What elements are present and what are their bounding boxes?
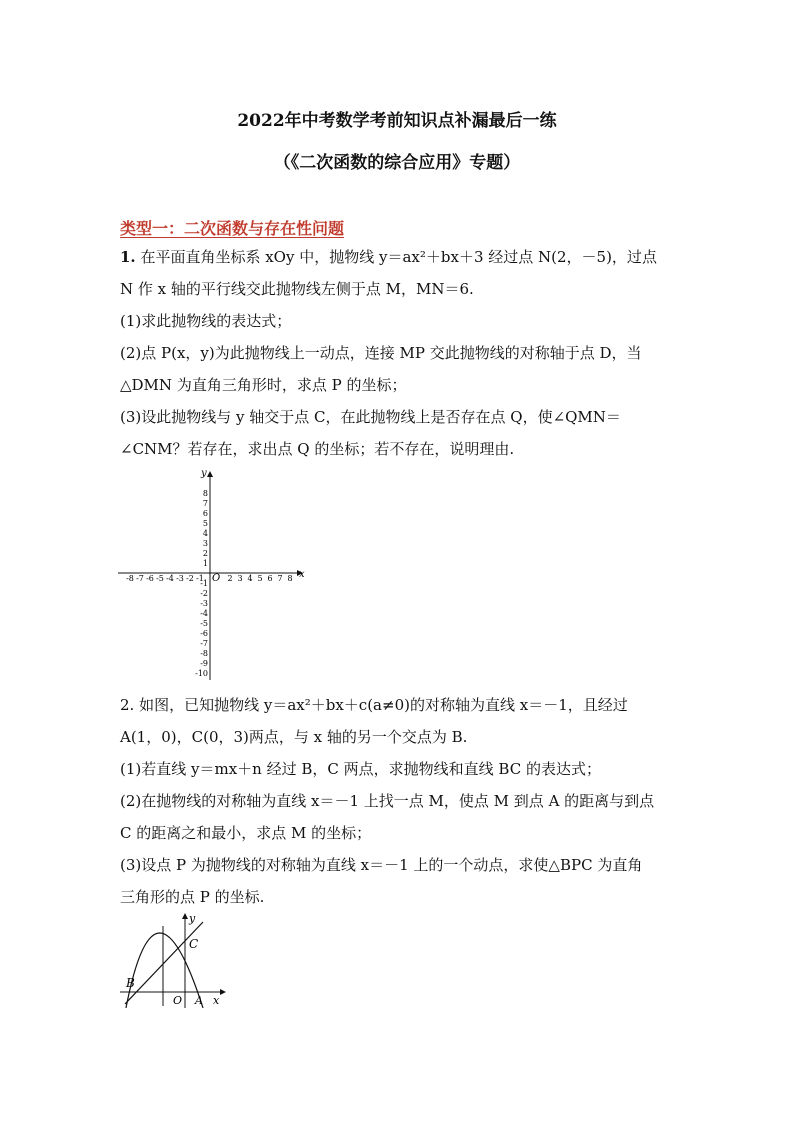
x-axis-label: x bbox=[299, 569, 305, 580]
y-tick-label: 5 bbox=[202, 519, 208, 528]
y-tick-label: -6 bbox=[200, 629, 208, 638]
parabola-figure bbox=[115, 908, 240, 1013]
y-tick-label: 1 bbox=[202, 559, 208, 568]
q2-part-1: (1)若直线 y＝mx＋n 经过 B，C 两点，求抛物线和直线 BC 的表达式； bbox=[120, 760, 601, 778]
x-tick-label: 5 bbox=[257, 574, 263, 583]
y-tick-label: -4 bbox=[200, 609, 208, 618]
q1-number: 1. bbox=[120, 248, 136, 266]
y-axis-label: y bbox=[201, 468, 207, 479]
y-tick-label: 3 bbox=[202, 539, 208, 548]
q2-part-3-cont: 三角形的点 P 的坐标. bbox=[120, 888, 265, 906]
x-tick-label: -1 bbox=[196, 574, 204, 583]
y-tick-label: -9 bbox=[200, 659, 208, 668]
x-tick-label: 3 bbox=[237, 574, 243, 583]
q2-part-2-cont: C 的距离之和最小，求点 M 的坐标； bbox=[120, 824, 372, 842]
x-tick-label: -3 bbox=[176, 574, 184, 583]
y-tick-label: -3 bbox=[200, 599, 208, 608]
q1-part-1: (1)求此抛物线的表达式； bbox=[120, 312, 292, 330]
q2-part-2: (2)在抛物线的对称轴为直线 x＝－1 上找一点 M，使点 M 到点 A 的距离与到点 bbox=[120, 792, 655, 810]
y-tick-label: -2 bbox=[200, 589, 208, 598]
x-tick-label: -5 bbox=[156, 574, 164, 583]
x-tick-label: 6 bbox=[267, 574, 273, 583]
y-tick-label: -5 bbox=[200, 619, 208, 628]
label-a: A bbox=[195, 994, 203, 1007]
label-x: x bbox=[213, 994, 220, 1007]
q2-line-1: 2. 如图，已知抛物线 y＝ax²＋bx＋c(a≠0)的对称轴为直线 x＝－1，且经过 bbox=[120, 696, 628, 714]
y-tick-labels bbox=[195, 489, 208, 678]
section-heading: 类型一：二次函数与存在性问题 bbox=[120, 219, 345, 238]
q1-line-1 bbox=[120, 247, 680, 267]
y-tick-label: 7 bbox=[202, 499, 208, 508]
x-tick-labels-negative bbox=[126, 574, 204, 583]
q1-line-2: N 作 x 轴的平行线交此抛物线左侧于点 M，MN＝6. bbox=[120, 280, 474, 298]
x-tick-label: -4 bbox=[166, 574, 174, 583]
page-subtitle: （《二次函数的综合应用》专题） bbox=[273, 153, 521, 173]
x-tick-label: -7 bbox=[136, 574, 144, 583]
y-tick-label: 2 bbox=[202, 549, 208, 558]
label-b: B bbox=[126, 976, 135, 990]
origin-label: O bbox=[212, 573, 221, 584]
label-o: O bbox=[173, 994, 183, 1007]
x-tick-label: 2 bbox=[227, 574, 233, 583]
label-y: y bbox=[189, 912, 196, 925]
y-tick-label: 4 bbox=[202, 529, 208, 538]
q1-part-2: (2)点 P(x，y)为此抛物线上一动点，连接 MP 交此抛物线的对称轴于点 D，当 bbox=[120, 344, 642, 362]
q1-part-3-cont: ∠CNM？若存在，求出点 Q 的坐标；若不存在，说明理由. bbox=[120, 440, 515, 458]
q1-part-3: (3)设此抛物线与 y 轴交于点 C，在此抛物线上是否存在点 Q，使∠QMN＝ bbox=[120, 408, 621, 426]
coordinate-grid-figure bbox=[110, 462, 320, 687]
x-tick-labels-positive bbox=[227, 574, 292, 583]
x-tick-label: -2 bbox=[186, 574, 194, 583]
x-tick-label: 4 bbox=[247, 574, 253, 583]
y-tick-label: 8 bbox=[202, 489, 208, 498]
x-tick-label: -8 bbox=[126, 574, 134, 583]
x-tick-label: -6 bbox=[146, 574, 154, 583]
q1-text: 在平面直角坐标系 xOy 中，抛物线 y＝ax²＋bx＋3 经过点 N(2，－5)，过点 bbox=[140, 248, 657, 266]
label-c: C bbox=[189, 937, 199, 951]
x-tick-label: 8 bbox=[287, 574, 293, 583]
y-tick-label: -7 bbox=[200, 639, 208, 648]
x-tick-label: 7 bbox=[277, 574, 283, 583]
page-title: 2022年中考数学考前知识点补漏最后一练 bbox=[237, 111, 557, 131]
y-tick-label: -8 bbox=[200, 649, 208, 658]
y-tick-label: 6 bbox=[202, 509, 208, 518]
q2-part-3: (3)设点 P 为抛物线的对称轴为直线 x＝－1 上的一个动点，求使△BPC 为直角 bbox=[120, 856, 643, 874]
y-tick-label: -1 bbox=[200, 579, 208, 588]
q2-line-2: A(1，0)，C(0，3)两点，与 x 轴的另一个交点为 B. bbox=[120, 728, 468, 746]
q1-part-2-cont: △DMN 为直角三角形时，求点 P 的坐标； bbox=[120, 376, 407, 394]
y-tick-label: -10 bbox=[195, 669, 208, 678]
